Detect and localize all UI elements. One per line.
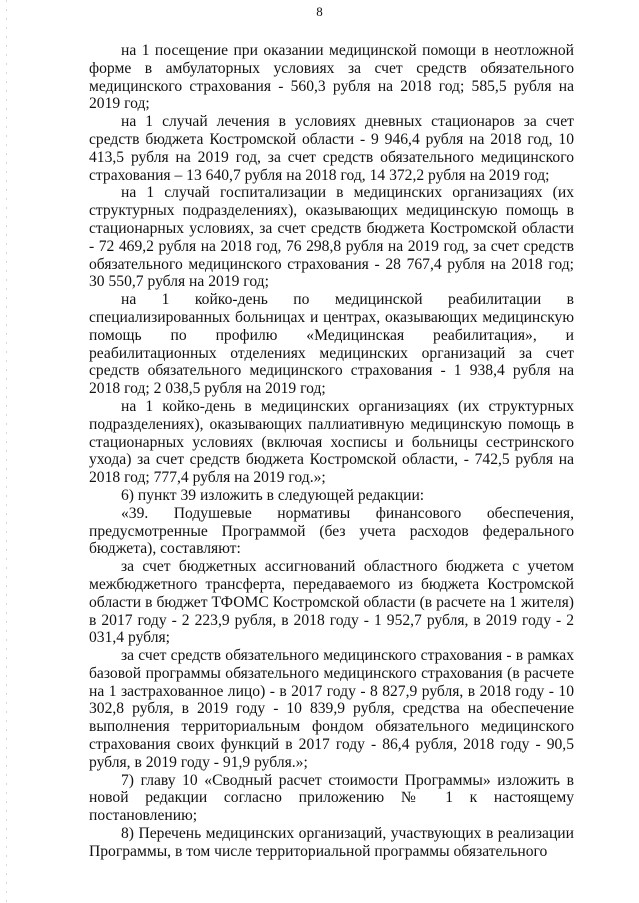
paragraph-day-hospital: на 1 случай лечения в условиях дневных стационаров за счет средств бюджета Костромской области - 9 946,4 рубля на 2018 год, 10 413,5 рубля на 2019 год, за счет средств обязательного медицинского страхования – 13 640,7 рубля на 2018 год, 14 372,2 рубля на 2019 год; xyxy=(89,113,574,184)
paragraph-rehabilitation-bed-day: на 1 койко-день по медицинской реабилитации в специализированных больницах и центрах, оказывающих медицинскую помощь по профилю «Медицинская реабилитация», и реабилитационных отделениях медицинских организаций за счет средств обязательного медицинского страхования - 1 938,4 рубля на 2018 год; 2 038,5 рубля на 2019 год; xyxy=(89,291,574,398)
paragraph-item-6: 6) пункт 39 изложить в следующей редакции: xyxy=(121,486,425,504)
paragraph-emergency-visit: на 1 посещение при оказании медицинской помощи в неотложной форме в амбулаторных условиях за счет средств обязательного медицинского страхования - 560,3 рубля на 2018 год; 585,5 рубля на 2019 год; xyxy=(89,42,574,113)
paragraph-oms-funds: за счет средств обязательного медицинского страхования - в рамках базовой программы обязательного медицинского страхования (в расчете на 1 застрахованное лицо) - в 2017 году - 8 827,9 рубля, в 2018 году - 10 302,8 рубля, в 2019 году - 10 839,9 рубля, средства на обеспечение выполнения территориальным фондом обязательного медицинского страхования своих функций в 2017 году - 86,4 рубля, 2018 году - 90,5 рубля, в 2019 году - 91,9 рубля.»; xyxy=(89,647,574,771)
document-body xyxy=(89,42,574,861)
page-number: 8 xyxy=(316,4,323,19)
scan-edge-artifact xyxy=(6,0,7,903)
paragraph-hospitalization: на 1 случай госпитализации в медицинских организациях (их структурных подразделениях), оказывающих медицинскую помощь в стационарных условиях, за счет средств бюджета Костромской области - 72 469,2 рубля на 2018 год, 76 298,8 рубля на 2019 год, за счет средств обязательного медицинского страхования - 28 767,4 рубля на 2018 год; 30 550,7 рубля на 2019 год; xyxy=(89,184,574,291)
paragraph-item-8: 8) Перечень медицинских организаций, участвующих в реализации Программы, в том числе территориальной программы обязательного xyxy=(89,825,574,860)
paragraph-clause-39: «39. Подушевые нормативы финансового обеспечения, предусмотренные Программой (без учета расходов федерального бюджета), составляют: xyxy=(89,504,574,558)
paragraph-item-7: 7) главу 10 «Сводный расчет стоимости Программы» изложить в новой редакции согласно приложению № 1 к настоящему постановлению; xyxy=(89,771,574,825)
paragraph-regional-budget: за счет бюджетных ассигнований областного бюджета с учетом межбюджетного трансферта, передаваемого из бюджета Костромской области в бюджет ТФОМС Костромской области (в расчете на 1 жителя) в 2017 году - 2 223,9 рубля, в 2018 году - 1 952,7 рубля, в 2019 году - 2 031,4 рубля; xyxy=(89,558,574,647)
paragraph-palliative-bed-day: на 1 койко-день в медицинских организациях (их структурных подразделениях), оказывающих паллиативную медицинскую помощь в стационарных условиях (включая хосписы и больницы сестринского ухода) за счет средств бюджета Костромской области, - 742,5 рубля на 2018 год; 777,4 рубля на 2019 год.»; xyxy=(89,397,574,487)
